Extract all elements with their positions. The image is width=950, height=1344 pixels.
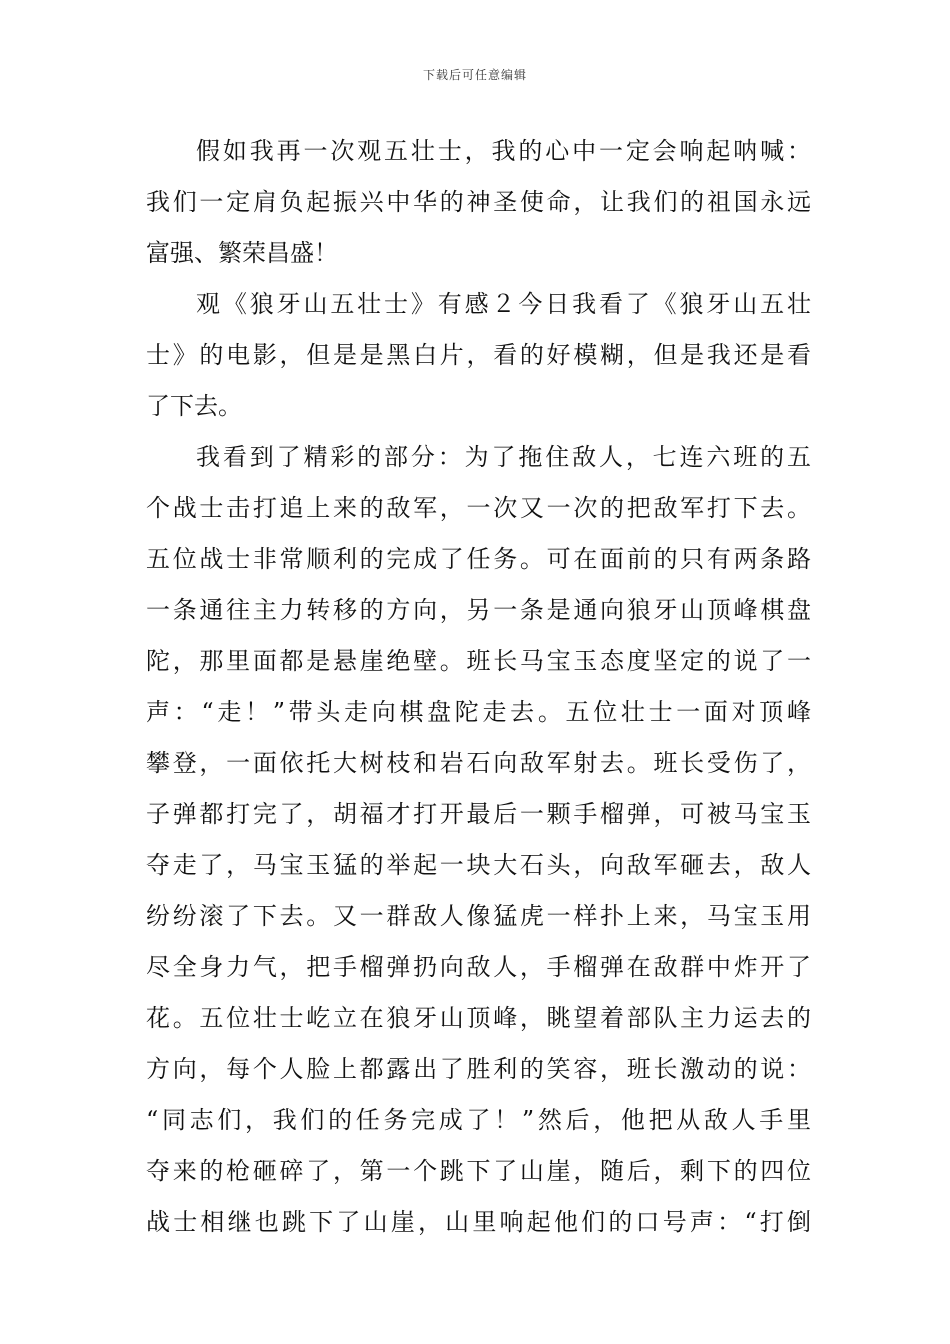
text-line: 我们一定肩负起振兴中华的神圣使命，让我们的祖国永远	[146, 188, 811, 216]
text-line: 攀登，一面依托大树枝和岩石向敌军射去。班长受伤了，	[146, 749, 811, 777]
text-line: 五位战士非常顺利的完成了任务。可在面前的只有两条路	[146, 545, 811, 573]
text-line: 子弹都打完了，胡福才打开最后一颗手榴弹，可被马宝玉	[146, 800, 811, 828]
text-line: 花。五位壮士屹立在狼牙山顶峰，眺望着部队主力运去的	[146, 1004, 811, 1032]
text-line: 我看到了精彩的部分：为了拖住敌人，七连六班的五	[196, 443, 811, 471]
text-line: 夺来的枪砸碎了，第一个跳下了山崖，随后，剩下的四位	[146, 1157, 811, 1185]
text-line: 个战士击打追上来的敌军，一次又一次的把敌军打下去。	[146, 494, 811, 522]
text-line: “同志们，我们的任务完成了！”然后，他把从敌人手里	[146, 1106, 811, 1134]
text-line: 假如我再一次观五壮士，我的心中一定会响起呐喊：	[196, 137, 811, 165]
text-line: 富强、繁荣昌盛！	[146, 239, 338, 267]
text-line: 尽全身力气，把手榴弹扔向敌人，手榴弹在敌群中炸开了	[146, 953, 811, 981]
text-line: 了下去。	[146, 392, 242, 420]
text-line: 一条通往主力转移的方向，另一条是通向狼牙山顶峰棋盘	[146, 596, 811, 624]
text-line: 纷纷滚了下去。又一群敌人像猛虎一样扑上来，马宝玉用	[146, 902, 811, 930]
text-line: 士》的电影，但是是黑白片，看的好模糊，但是我还是看	[146, 341, 811, 369]
text-line: 观《狼牙山五壮士》有感２今日我看了《狼牙山五壮	[196, 290, 811, 318]
text-line: 夺走了，马宝玉猛的举起一块大石头，向敌军砸去，敌人	[146, 851, 811, 879]
text-line: 方向，每个人脸上都露出了胜利的笑容，班长激动的说：	[146, 1055, 811, 1083]
text-line: 声：“走！”带头走向棋盘陀走去。五位壮士一面对顶峰	[146, 698, 811, 726]
page-header: 下载后可任意编辑	[422, 68, 527, 82]
text-line: 战士相继也跳下了山崖，山里响起他们的口号声：“打倒	[146, 1208, 811, 1236]
text-line: 陀，那里面都是悬崖绝壁。班长马宝玉态度坚定的说了一	[146, 647, 811, 675]
